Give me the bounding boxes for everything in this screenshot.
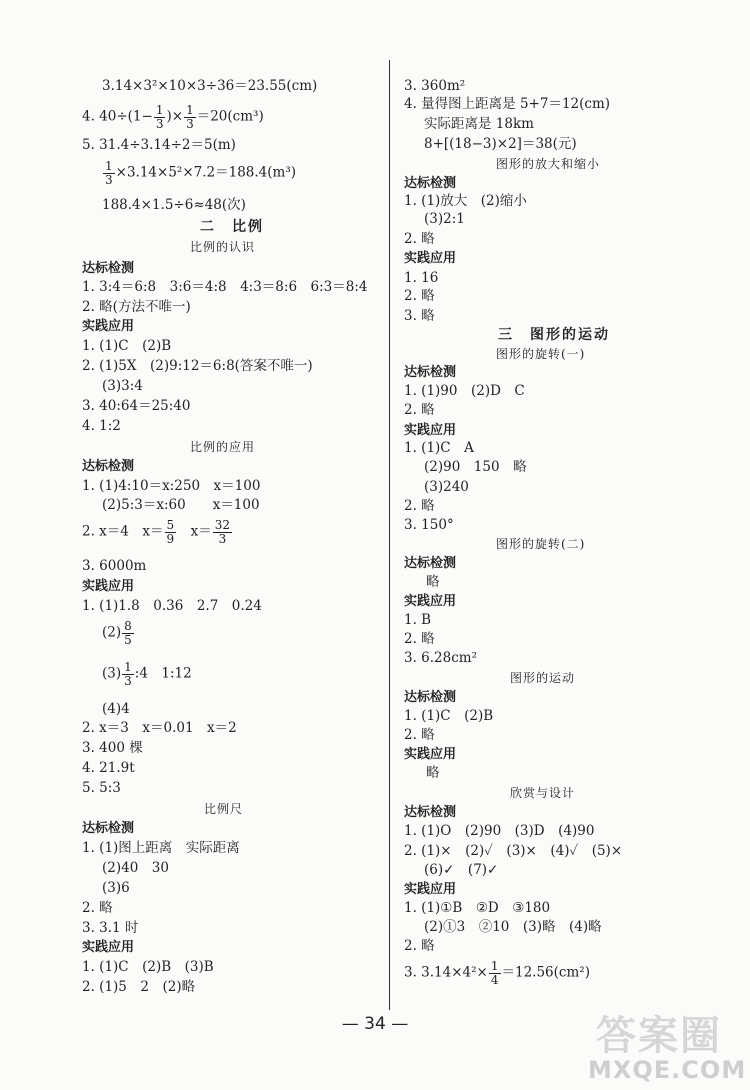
fraction: $\frac{5}{9}$ <box>166 518 175 546</box>
section-title: 图形的旋转(一) <box>496 347 586 361</box>
answer-line: 2. 略 <box>404 288 435 304</box>
answer-line: 3. 6.28cm² <box>404 650 478 666</box>
answer-line: 2. (1)× (2)✓ (3)× (4)✓ (5)× <box>404 843 623 859</box>
section-heading: 达标检测 <box>404 365 457 380</box>
section-title: 比例尺 <box>204 802 244 816</box>
fraction: $\frac{1}{3}$ <box>186 103 194 131</box>
answer-line: 3. 150° <box>404 517 454 533</box>
answer-line: (3) $\frac{1}{3}$ :4 1:12 <box>102 660 192 688</box>
fraction: $\frac{1}{3}$ <box>124 660 132 688</box>
answer-line: 8+[(18−3)×2]＝38(元) <box>424 136 577 152</box>
answer-line: 1. (1)C (2)B <box>82 338 172 354</box>
answer-line: 1. (1)放大 (2)缩小 <box>404 193 527 209</box>
answer-line: 1. (1)C (2)B (3)B <box>82 959 214 975</box>
section-title: 图形的旋转(二) <box>496 537 586 551</box>
watermark-url: MXQE.COM <box>588 1056 747 1084</box>
answer-line: 2. 略 <box>404 938 435 954</box>
answer-line: 1. (1)C A <box>404 440 474 456</box>
answer-line: 2. 略 <box>404 231 435 247</box>
answer-line: 2. 略 <box>404 402 435 418</box>
page-number: — 34 — <box>341 1014 409 1034</box>
fraction: $\frac{1}{3}$ <box>105 159 113 187</box>
chapter-title: 二 比例 <box>200 219 264 235</box>
section-heading: 实践应用 <box>82 319 135 334</box>
answer-line: 1. 16 <box>404 270 439 286</box>
answer-line: 略 <box>426 765 440 781</box>
answer-line: 3. 3.14×4²× $\frac{1}{4}$ ＝12.56(cm²) <box>404 959 590 987</box>
answer-line: 5. 31.4÷3.14÷2＝5(m) <box>82 137 236 153</box>
answer-line: 2. (1)5 2 (2)略 <box>82 979 196 995</box>
watermark-logo <box>580 1000 750 1090</box>
section-heading: 达标检测 <box>404 690 457 705</box>
fraction: $\frac{8}{5}$ <box>124 619 132 647</box>
answer-line: (2) $\frac{8}{5}$ <box>102 619 132 647</box>
section-heading: 实践应用 <box>404 747 457 762</box>
answer-line: 1. (1)4:10＝x:250 x＝100 <box>82 478 261 494</box>
answer-line: 2. 略 <box>404 727 435 743</box>
answer-line: 2. 略 <box>404 498 435 514</box>
answer-line: 1. (1)90 (2)D C <box>404 383 525 399</box>
answer-line: (2)5:3＝x:60 x＝100 <box>102 497 260 513</box>
section-heading: 实践应用 <box>404 251 457 266</box>
answer-line: 2. x＝4 x＝ $\frac{5}{9}$ x＝ $\frac{32}{3}$ <box>82 518 231 546</box>
answer-line: 2. 略(方法不唯一) <box>82 299 191 315</box>
answer-line: 1. 3:4＝6:8 3:6＝4:8 4:3＝8:6 6:3＝8:4 <box>82 279 368 295</box>
section-title: 比例的应用 <box>190 440 256 454</box>
column-divider <box>389 60 390 1010</box>
answer-line: 2. x＝3 x＝0.01 x＝2 <box>82 720 237 736</box>
answer-line: 3. 略 <box>404 308 435 324</box>
answer-line: (3)3:4 <box>102 378 143 394</box>
section-heading: 达标检测 <box>404 176 457 191</box>
answer-line: (3)240 <box>424 479 469 495</box>
fraction: $\frac{1}{3}$ <box>155 103 164 131</box>
answer-line: (6)✓ (7)✓ <box>424 862 499 878</box>
answer-line: (3)6 <box>102 880 130 896</box>
fraction: $\frac{1}{4}$ <box>490 959 499 987</box>
answer-line: 1. (1)O (2)90 (3)D (4)90 <box>404 823 595 839</box>
section-heading: 达标检测 <box>82 261 135 276</box>
answer-line: 4. 1:2 <box>82 418 121 434</box>
answer-line: 1. (1)图上距离 实际距离 <box>82 840 240 856</box>
section-title: 图形的运动 <box>510 671 576 685</box>
fraction: $\frac{32}{3}$ <box>214 518 231 546</box>
answer-line: 3.14×3²×10×3÷36＝23.55(cm) <box>102 78 318 94</box>
answer-line: 2. 略 <box>82 900 113 916</box>
answer-line: 2. 略 <box>404 631 435 647</box>
answer-line: (4)4 <box>102 701 130 717</box>
section-heading: 实践应用 <box>82 579 135 594</box>
answer-line: 188.4×1.5÷6≈48(次) <box>102 197 246 213</box>
answer-line: $\frac{1}{3}$ ×3.14×5²×7.2＝188.4(m³) <box>105 159 296 187</box>
watermark-text: 答案圈 <box>596 1013 722 1059</box>
section-heading: 达标检测 <box>82 459 135 474</box>
answer-line: 3. 40:64＝25:40 <box>82 398 191 414</box>
answer-line: 1. (1)1.8 0.36 2.7 0.24 <box>82 598 262 614</box>
answer-line: (2)①3 ②10 (3)略 (4)略 <box>424 919 602 935</box>
answer-line: 1. (1)C (2)B <box>404 708 494 724</box>
answer-line: 3. 3.1 时 <box>82 920 139 936</box>
section-heading: 实践应用 <box>404 423 457 438</box>
answer-line: (2)90 150 略 <box>424 459 527 475</box>
answer-line: 实际距离是 18km <box>424 116 534 132</box>
answer-line: 1. (1)①B ②D ③180 <box>404 900 551 916</box>
answer-line: 5. 5:3 <box>82 780 121 796</box>
section-heading: 实践应用 <box>404 882 457 897</box>
answer-line: 2. (1)5X (2)9:12＝6:8(答案不唯一) <box>82 358 313 374</box>
answer-line: 3. 360m² <box>404 78 466 94</box>
answer-line: (3)2:1 <box>424 211 465 227</box>
section-heading: 实践应用 <box>82 940 135 955</box>
section-title: 欣赏与设计 <box>510 786 576 800</box>
answer-line: 4. 40÷(1− $\frac{1}{3}$ )× $\frac{1}{3}$ ＝20(cm³) <box>82 103 264 131</box>
section-heading: 实践应用 <box>404 594 457 609</box>
section-title: 比例的认识 <box>190 240 256 254</box>
section-heading: 达标检测 <box>404 805 457 820</box>
section-title: 图形的放大和缩小 <box>496 157 601 171</box>
answer-line: 3. 6000m <box>82 558 147 574</box>
answer-line: (2)40 30 <box>102 860 169 876</box>
answer-line: 4. 量得图上距离是 5+7＝12(cm) <box>404 96 611 112</box>
answer-line: 3. 400 棵 <box>82 740 143 756</box>
answer-line: 4. 21.9t <box>82 760 135 776</box>
chapter-title: 三 图形的运动 <box>498 327 610 343</box>
section-heading: 达标检测 <box>82 821 135 836</box>
answer-line: 1. B <box>404 612 432 628</box>
answer-line: 略 <box>426 574 440 590</box>
section-heading: 达标检测 <box>404 556 457 571</box>
